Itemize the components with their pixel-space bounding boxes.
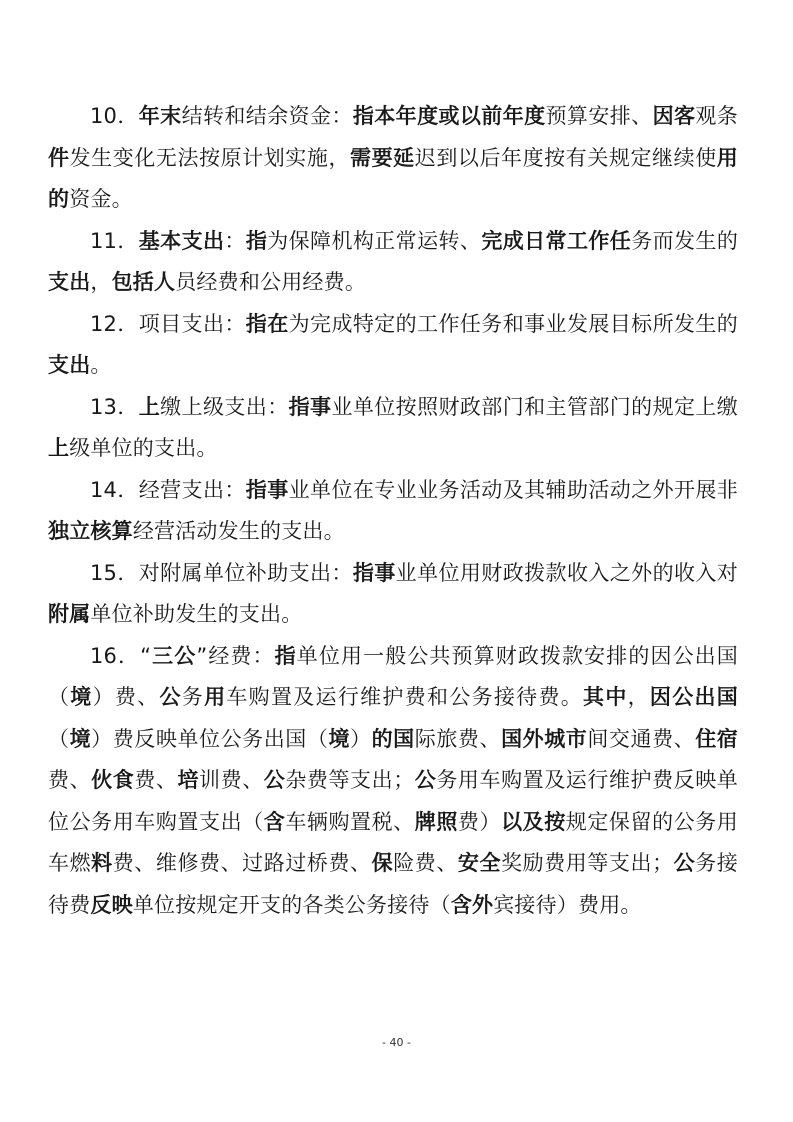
definition-paragraph [48,387,738,470]
text-run: 险费、 [393,851,458,875]
text-run: 11． [90,228,139,253]
bold-text-run: 国外城市 [501,726,588,751]
text-run: 12．项目支出： [90,311,246,336]
text-run: 务用车购置及运行维护费反映单位公务用车购置支出（ [48,768,739,834]
text-run: 为保障机构正常运转、 [267,228,482,253]
text-run: 费、维修费、过路过桥费、 [112,851,372,875]
text-run: 单位补助发生的支出。 [90,602,303,626]
text-run: 13． [90,394,139,419]
bold-text-run: 指 [274,643,297,668]
bold-text-run: 含 [263,809,286,834]
bold-text-run: 完成日常工作任 [481,228,632,253]
bold-text-run: 反映 [90,892,133,917]
text-run: 务而发生的 [631,228,739,253]
text-run: 宾接待）费用。 [493,892,642,917]
bold-text-run: 指本年度或以前年度 [352,104,546,128]
text-run: 务 [181,685,205,709]
bold-text-run: 境 [70,685,93,709]
bold-text-run: 伙食 [91,768,135,792]
bold-text-run: 指在 [245,311,289,336]
text-run: 级单位的支出。 [69,436,218,460]
text-run: 业单位用财政拨款收入之外的收入对 [395,560,739,585]
bold-text-run: 公 [673,851,696,875]
bold-text-run: 指事 [245,477,289,502]
bold-text-run: 保 [371,851,394,875]
text-run: （ [48,726,70,751]
text-run: 奖励费用等支出； [501,851,674,875]
bold-text-run: 培 [177,768,200,792]
text-run: 规定保留的公务用车燃 [48,809,738,875]
text-run: 。 [90,353,112,377]
bold-text-run: 指 [245,228,268,253]
bold-text-run: 的国 [371,726,415,751]
text-run: 15．对附属单位补助支出： [90,560,353,585]
text-run: ） [350,726,372,751]
text-run: ， [90,270,112,294]
bold-text-run: 上 [138,394,161,419]
definition-paragraph [48,221,738,304]
text-run: 资金。 [69,187,133,211]
text-run: 费、 [134,768,178,792]
text-run: 费、 [48,768,92,792]
text-run: 结转和结余资金： [181,104,353,128]
bold-text-run: 其中 [583,685,628,709]
bold-text-run: 基本支出 [138,228,225,253]
text-run: 缴上级支出： [160,394,289,419]
bold-text-run: 公 [159,685,182,709]
text-run: ： [224,228,246,253]
text-run: 发生变化无法按原计划实施， [69,145,351,170]
text-run: 费） [457,809,502,834]
bold-text-run: 包括人 [111,270,176,294]
bold-text-run: 独立核算 [48,519,133,543]
text-run: 单位按规定开支的各类公务接待（ [132,892,451,917]
text-run: 预算安排、 [545,104,653,128]
bold-text-run: 公 [414,768,437,792]
bold-text-run: 公 [263,768,286,792]
bold-text-run: 附属 [48,602,91,626]
bold-text-run: 指事 [352,560,396,585]
bold-text-run: 三公 [151,643,197,668]
text-run: ， [627,685,650,709]
text-run: 员经费和公用经费。 [175,270,367,294]
bold-text-run: 因公出国 [649,685,738,709]
text-run: 际旅费、 [414,726,502,751]
text-run: 业单位按照财政部门和主管部门的规定上缴 [331,394,739,419]
bold-text-run: 用的 [48,145,738,211]
text-run: ）费反映单位公务出国（ [91,726,329,751]
definition-paragraph [48,304,738,387]
page-number: - 40 - [382,1036,411,1049]
text-run: 单位用一般公共预算财政拨款安排的因公出国（ [48,643,738,709]
text-run: 16．“ [90,643,152,668]
text-run: 为完成特定的工作任务和事业发展目标所发生的 [288,311,739,336]
bold-text-run: 用 [204,685,227,709]
text-run: 业单位在专业业务活动及其辅助活动之外开展非 [288,477,739,502]
bold-text-run: 件 [48,145,70,170]
text-run: ”经费： [196,643,275,668]
bold-text-run: 需要延 [350,145,415,170]
bold-text-run: 以及按 [501,809,566,834]
bold-text-run: 年末 [138,104,182,128]
text-run: 14．经营支出： [90,477,246,502]
text-run: 观条 [695,104,738,128]
definition-paragraph [48,553,738,636]
text-run: 车辆购置税、 [285,809,415,834]
bold-text-run: 境 [69,726,92,751]
bold-text-run: 因客 [652,104,696,128]
text-run: 杂费等支出； [285,768,415,792]
definition-paragraph [48,470,738,553]
text-run: 迟到以后年度按有关规定继续使 [414,145,717,170]
document-body [48,96,738,926]
text-run: 训费、 [199,768,264,792]
bold-text-run: 境 [328,726,351,751]
bold-text-run: 支出 [48,353,91,377]
text-run: 务接待费 [48,851,739,917]
text-run: 10． [90,104,139,128]
bold-text-run: 上 [48,436,70,460]
bold-text-run: 含外 [450,892,494,917]
bold-text-run: 住宿 [695,726,739,751]
text-run: 车购置及运行维护费和公务接待费。 [226,685,584,709]
bold-text-run: 支出 [48,270,91,294]
bold-text-run: 料 [91,851,113,875]
definition-paragraph [48,636,738,927]
text-run: 间交通费、 [587,726,696,751]
bold-text-run: 安全 [457,851,502,875]
definition-paragraph [48,96,738,221]
text-run: ）费、 [92,685,160,709]
bold-text-run: 牌照 [414,809,458,834]
bold-text-run: 指事 [288,394,332,419]
text-run: 经营活动发生的支出。 [132,519,345,543]
